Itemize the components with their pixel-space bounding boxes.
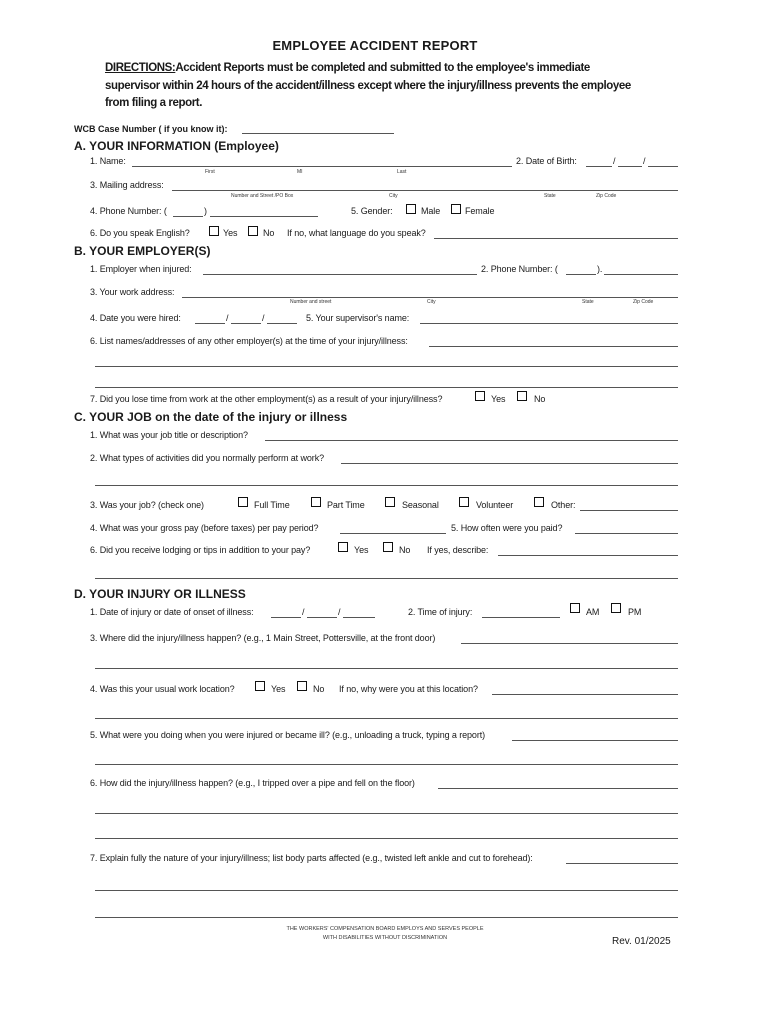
lodging-yes-checkbox[interactable]	[338, 542, 348, 552]
directions-line-3: from filing a report.	[105, 97, 203, 109]
employer-phone-close: ).	[597, 264, 603, 274]
job-title-label: 1. What was your job title or description?	[90, 430, 248, 440]
dob-day-field[interactable]	[618, 166, 642, 167]
directions-label: DIRECTIONS:	[105, 62, 176, 74]
english-no-checkbox[interactable]	[248, 226, 258, 236]
phone-label: 4. Phone Number: (	[90, 206, 167, 216]
where-label: 3. Where did the injury/illness happen? (e.g., 1 Main Street, Pottersville, at the front door)	[90, 633, 436, 643]
date-hired-year-field[interactable]	[267, 323, 297, 324]
job-title-field[interactable]	[265, 440, 678, 441]
usual-location-no-label: No	[313, 684, 325, 694]
dob-year-field[interactable]	[648, 166, 678, 167]
dob-sep-2: /	[643, 156, 646, 166]
footer-notice-line-1: THE WORKERS' COMPENSATION BOARD EMPLOYS AND SERVES PEOPLE	[286, 926, 484, 932]
section-b-heading: B. YOUR EMPLOYER(S)	[74, 244, 211, 258]
part-time-label: Part Time	[327, 500, 365, 510]
part-time-checkbox[interactable]	[311, 497, 321, 507]
section-a-heading: A. YOUR INFORMATION (Employee)	[74, 139, 279, 153]
date-hired-day-field[interactable]	[231, 323, 261, 324]
doing-label: 5. What were you doing when you were injured or became ill? (e.g., unloading a truck, typing a report)	[90, 730, 486, 740]
other-employers-field-3[interactable]	[95, 387, 678, 388]
english-label: 6. Do you speak English?	[90, 228, 190, 238]
gross-pay-label: 4. What was your gross pay (before taxes) per pay period?	[90, 523, 319, 533]
nature-field-2[interactable]	[95, 890, 678, 891]
nature-field-3[interactable]	[95, 917, 678, 918]
why-location-field-2[interactable]	[95, 718, 678, 719]
how-label: 6. How did the injury/illness happen? (e.g., I tripped over a pipe and fell on the floor)	[90, 778, 415, 788]
usual-location-label: 4. Was this your usual work location?	[90, 684, 235, 694]
seasonal-checkbox[interactable]	[385, 497, 395, 507]
describe-field-2[interactable]	[95, 578, 678, 579]
gender-female-checkbox[interactable]	[451, 204, 461, 214]
describe-label: If yes, describe:	[427, 545, 489, 555]
phone-area-field[interactable]	[173, 216, 203, 217]
volunteer-checkbox[interactable]	[459, 497, 469, 507]
addr-city-caption: City	[389, 193, 398, 199]
date-hired-sep-2: /	[262, 313, 265, 323]
lose-time-label: 7. Did you lose time from work at the other employment(s) as a result of your injury/illness?	[90, 394, 443, 404]
lose-time-yes-checkbox[interactable]	[475, 391, 485, 401]
date-hired-label: 4. Date you were hired:	[90, 313, 181, 323]
employer-phone-area-field[interactable]	[566, 274, 596, 275]
volunteer-label: Volunteer	[476, 500, 514, 510]
work-address-field[interactable]	[182, 297, 678, 298]
phone-close: )	[204, 206, 207, 216]
injury-time-field[interactable]	[482, 617, 560, 618]
other-field[interactable]	[580, 510, 678, 511]
name-field[interactable]	[132, 166, 512, 167]
dob-label: 2. Date of Birth:	[516, 156, 577, 166]
injury-date-sep-1: /	[302, 607, 305, 617]
other-employers-label: 6. List names/addresses of any other employer(s) at the time of your injury/illness:	[90, 336, 408, 346]
work-addr-city-caption: City	[427, 299, 436, 305]
lose-time-no-checkbox[interactable]	[517, 391, 527, 401]
mailing-address-label: 3. Mailing address:	[90, 180, 164, 190]
nature-label: 7. Explain fully the nature of your injury/illness; list body parts affected (e.g., twisted left ankle and cut to forehead):	[90, 853, 533, 863]
am-label: AM	[586, 607, 600, 617]
gender-male-label: Male	[421, 206, 441, 216]
activities-label: 2. What types of activities did you normally perform at work?	[90, 453, 324, 463]
am-checkbox[interactable]	[570, 603, 580, 613]
how-field-1[interactable]	[438, 788, 678, 789]
form-title: EMPLOYEE ACCIDENT REPORT	[272, 38, 478, 53]
language-field[interactable]	[434, 238, 678, 239]
other-checkbox[interactable]	[534, 497, 544, 507]
date-hired-month-field[interactable]	[195, 323, 225, 324]
addr-state-caption: State	[544, 193, 556, 199]
english-yes-checkbox[interactable]	[209, 226, 219, 236]
injury-date-day-field[interactable]	[307, 617, 337, 618]
lodging-no-checkbox[interactable]	[383, 542, 393, 552]
mailing-address-field[interactable]	[172, 190, 678, 191]
full-time-label: Full Time	[254, 500, 290, 510]
usual-location-yes-label: Yes	[271, 684, 286, 694]
gender-male-checkbox[interactable]	[406, 204, 416, 214]
supervisor-label: 5. Your supervisor's name:	[306, 313, 410, 323]
injury-time-label: 2. Time of injury:	[408, 607, 473, 617]
other-employers-field-1[interactable]	[429, 346, 678, 347]
english-yes-label: Yes	[223, 228, 238, 238]
lose-time-yes-label: Yes	[491, 394, 506, 404]
injury-date-month-field[interactable]	[271, 617, 301, 618]
usual-location-no-checkbox[interactable]	[297, 681, 307, 691]
where-field-1[interactable]	[461, 643, 678, 644]
employer-label: 1. Employer when injured:	[90, 264, 192, 274]
supervisor-field[interactable]	[420, 323, 678, 324]
english-no-label: No	[263, 228, 275, 238]
seasonal-label: Seasonal	[402, 500, 439, 510]
how-often-field[interactable]	[575, 533, 678, 534]
language-label: If no, what language do you speak?	[287, 228, 426, 238]
how-often-label: 5. How often were you paid?	[451, 523, 563, 533]
date-hired-sep-1: /	[226, 313, 229, 323]
lodging-no-label: No	[399, 545, 411, 555]
addr-street-caption: Number and Street /PO Box	[231, 193, 294, 199]
employer-phone-label: 2. Phone Number: (	[481, 264, 558, 274]
activities-field-2[interactable]	[95, 485, 678, 486]
section-c-heading: C. YOUR JOB on the date of the injury or illness	[74, 410, 348, 424]
name-first-caption: First	[205, 169, 215, 175]
job-type-label: 3. Was your job? (check one)	[90, 500, 204, 510]
work-addr-street-caption: Number and street	[290, 299, 332, 305]
addr-zip-caption: Zip Code	[596, 193, 617, 199]
section-d-heading: D. YOUR INJURY OR ILLNESS	[74, 587, 246, 601]
injury-date-sep-2: /	[338, 607, 341, 617]
dob-month-field[interactable]	[586, 166, 612, 167]
lose-time-no-label: No	[534, 394, 546, 404]
lodging-label: 6. Did you receive lodging or tips in addition to your pay?	[90, 545, 311, 555]
dob-sep-1: /	[613, 156, 616, 166]
footer-notice-line-2: WITH DISABILITIES WITHOUT DISCRIMINATION	[322, 935, 448, 941]
doing-field-2[interactable]	[95, 764, 678, 765]
full-time-checkbox[interactable]	[238, 497, 248, 507]
where-field-2[interactable]	[95, 668, 678, 669]
directions-line-2: supervisor within 24 hours of the accident/illness except where the injury/illness prevents the employee	[105, 80, 631, 92]
wcb-case-number-field[interactable]	[242, 133, 394, 134]
name-label: 1. Name:	[90, 156, 126, 166]
pm-checkbox[interactable]	[611, 603, 621, 613]
revision-label: Rev. 01/2025	[612, 936, 671, 947]
doing-field-1[interactable]	[512, 740, 678, 741]
work-address-label: 3. Your work address:	[90, 287, 175, 297]
work-addr-zip-caption: Zip Code	[633, 299, 654, 305]
nature-field-1[interactable]	[566, 863, 678, 864]
activities-field-1[interactable]	[341, 463, 678, 464]
phone-number-field[interactable]	[210, 216, 318, 217]
how-field-3[interactable]	[95, 838, 678, 839]
name-last-caption: Last	[397, 169, 407, 175]
employer-field[interactable]	[203, 274, 477, 275]
other-label: Other:	[551, 500, 576, 510]
wcb-case-number-label: WCB Case Number ( if you know it):	[74, 124, 228, 134]
why-location-label: If no, why were you at this location?	[339, 684, 478, 694]
gross-pay-field[interactable]	[340, 533, 446, 534]
gender-female-label: Female	[465, 206, 495, 216]
pm-label: PM	[628, 607, 642, 617]
employer-phone-field[interactable]	[604, 274, 678, 275]
why-location-field-1[interactable]	[492, 694, 678, 695]
other-employers-field-2[interactable]	[95, 366, 678, 367]
gender-label: 5. Gender:	[351, 206, 393, 216]
how-field-2[interactable]	[95, 813, 678, 814]
injury-date-year-field[interactable]	[343, 617, 375, 618]
work-addr-state-caption: State	[582, 299, 594, 305]
describe-field-1[interactable]	[498, 555, 678, 556]
usual-location-yes-checkbox[interactable]	[255, 681, 265, 691]
directions-line-1	[105, 62, 590, 74]
name-mi-caption: MI	[297, 169, 303, 175]
lodging-yes-label: Yes	[354, 545, 369, 555]
directions-text-1: Accident Reports must be completed and submitted to the employee's immediate	[175, 62, 590, 74]
injury-date-label: 1. Date of injury or date of onset of illness:	[90, 607, 254, 617]
